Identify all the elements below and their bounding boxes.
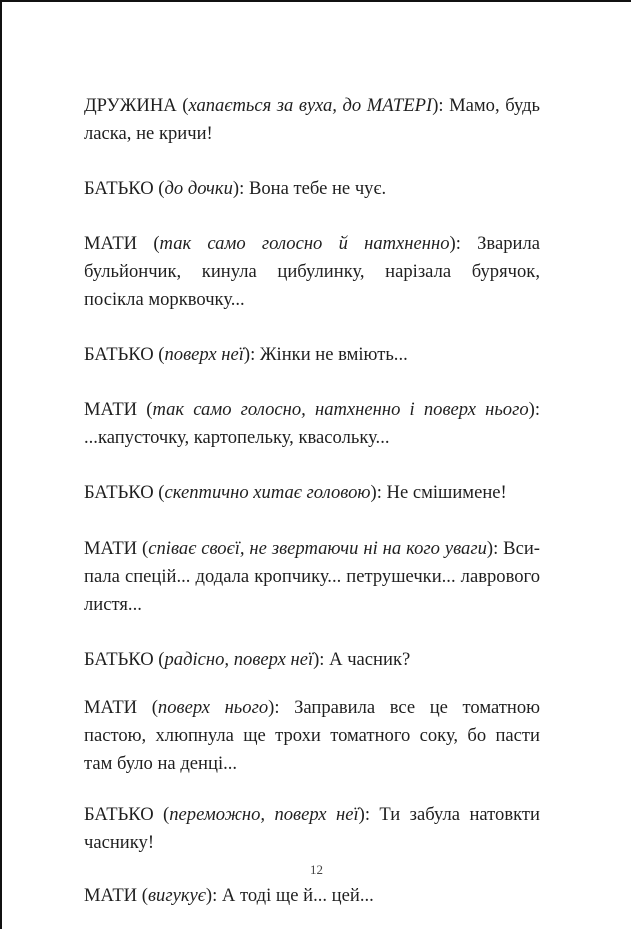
speaker-name: МАТИ [84,538,138,559]
paren-open: ( [153,344,165,365]
paren-close: ): [449,233,478,254]
speaker-name: БАТЬКО [84,344,154,365]
speech-text: Не смішимене! [386,482,507,503]
speech-text: А тоді ще й... цей... [221,885,374,906]
paren-open: ( [153,804,170,825]
speaker-name: ДРУЖИНА [84,95,177,116]
speaker-name: БАТЬКО [84,649,154,670]
speaker-name: МАТИ [84,697,138,718]
stage-direction: так само голосно, натхненно і поверх нього [152,399,529,420]
speaker-name: БАТЬКО [84,482,154,503]
stage-direction: до дочки [164,178,233,199]
speech-text: Зварила бульйончик, кинула цибулинку, нарізала бурячок, посікла морквочку... [84,233,540,310]
dialogue-line [84,535,540,619]
speaker-name: БАТЬКО [84,178,154,199]
paren-open: ( [137,399,153,420]
paren-close: ): [243,344,260,365]
stage-direction: так само голосно й натхненно [159,233,450,254]
stage-direction: поверх неї [164,344,244,365]
paren-open: ( [153,482,165,503]
speech-text: Ти забула натовкти часнику! [84,804,540,853]
dialogue-line [84,175,540,203]
speaker-name: МАТИ [84,399,138,420]
paren-close: ): [205,885,222,906]
paren-close: ): [358,804,380,825]
paren-close: ): [528,399,541,420]
dialogue-line [84,694,540,778]
dialogue-line [84,801,540,857]
paren-close: ): [370,482,387,503]
stage-direction: хапається за вуха, до МАТЕРІ [188,95,433,116]
stage-direction: вигукує [147,885,206,906]
paren-open: ( [137,885,148,906]
paren-close: ): [268,697,295,718]
paren-close: ): [486,538,504,559]
stage-direction: скептично хитає головою [164,482,371,503]
stage-direction: поверх нього [157,697,269,718]
paren-open: ( [137,233,160,254]
paren-open: ( [153,178,165,199]
play-text [84,92,540,937]
paren-close: ): [313,649,330,670]
speaker-name: МАТИ [84,885,138,906]
dialogue-line [84,646,540,674]
dialogue-line [84,396,540,452]
stage-direction: співає своєї, не звертаючи ні на кого уваги [148,538,487,559]
speech-text: Мамо, будь ласка, не кричи! [84,95,541,144]
dialogue-line [84,92,540,148]
dialogue-line [84,479,540,507]
speech-text: Вона тебе не чує. [248,178,387,199]
speech-text: А часник? [329,649,411,670]
page-number: 12 [310,862,323,877]
paren-open: ( [137,697,158,718]
dialogue-line [84,882,540,910]
speaker-name: БАТЬКО [84,804,154,825]
speech-text: Жінки не вміють... [259,344,408,365]
stage-direction: радісно, поверх неї [164,649,314,670]
speaker-name: МАТИ [84,233,138,254]
speech-text: ...капусточку, картопельку, квасольку... [84,427,390,448]
paren-close: ): [432,95,450,116]
paren-close: ): [232,178,249,199]
speech-text: Заправила все це томатною пастою, хлюпнула ще трохи томатного соку, бо пасти там було на денці... [84,697,541,774]
paren-open: ( [137,538,149,559]
paren-open: ( [153,649,165,670]
speech-text: Всипала спецій... додала кропчику... петрушечки... лаврового листя... [84,538,540,615]
dialogue-line [84,341,540,369]
paren-open: ( [176,95,189,116]
stage-direction: переможно, поверх неї [169,804,359,825]
dialogue-line [84,230,540,314]
